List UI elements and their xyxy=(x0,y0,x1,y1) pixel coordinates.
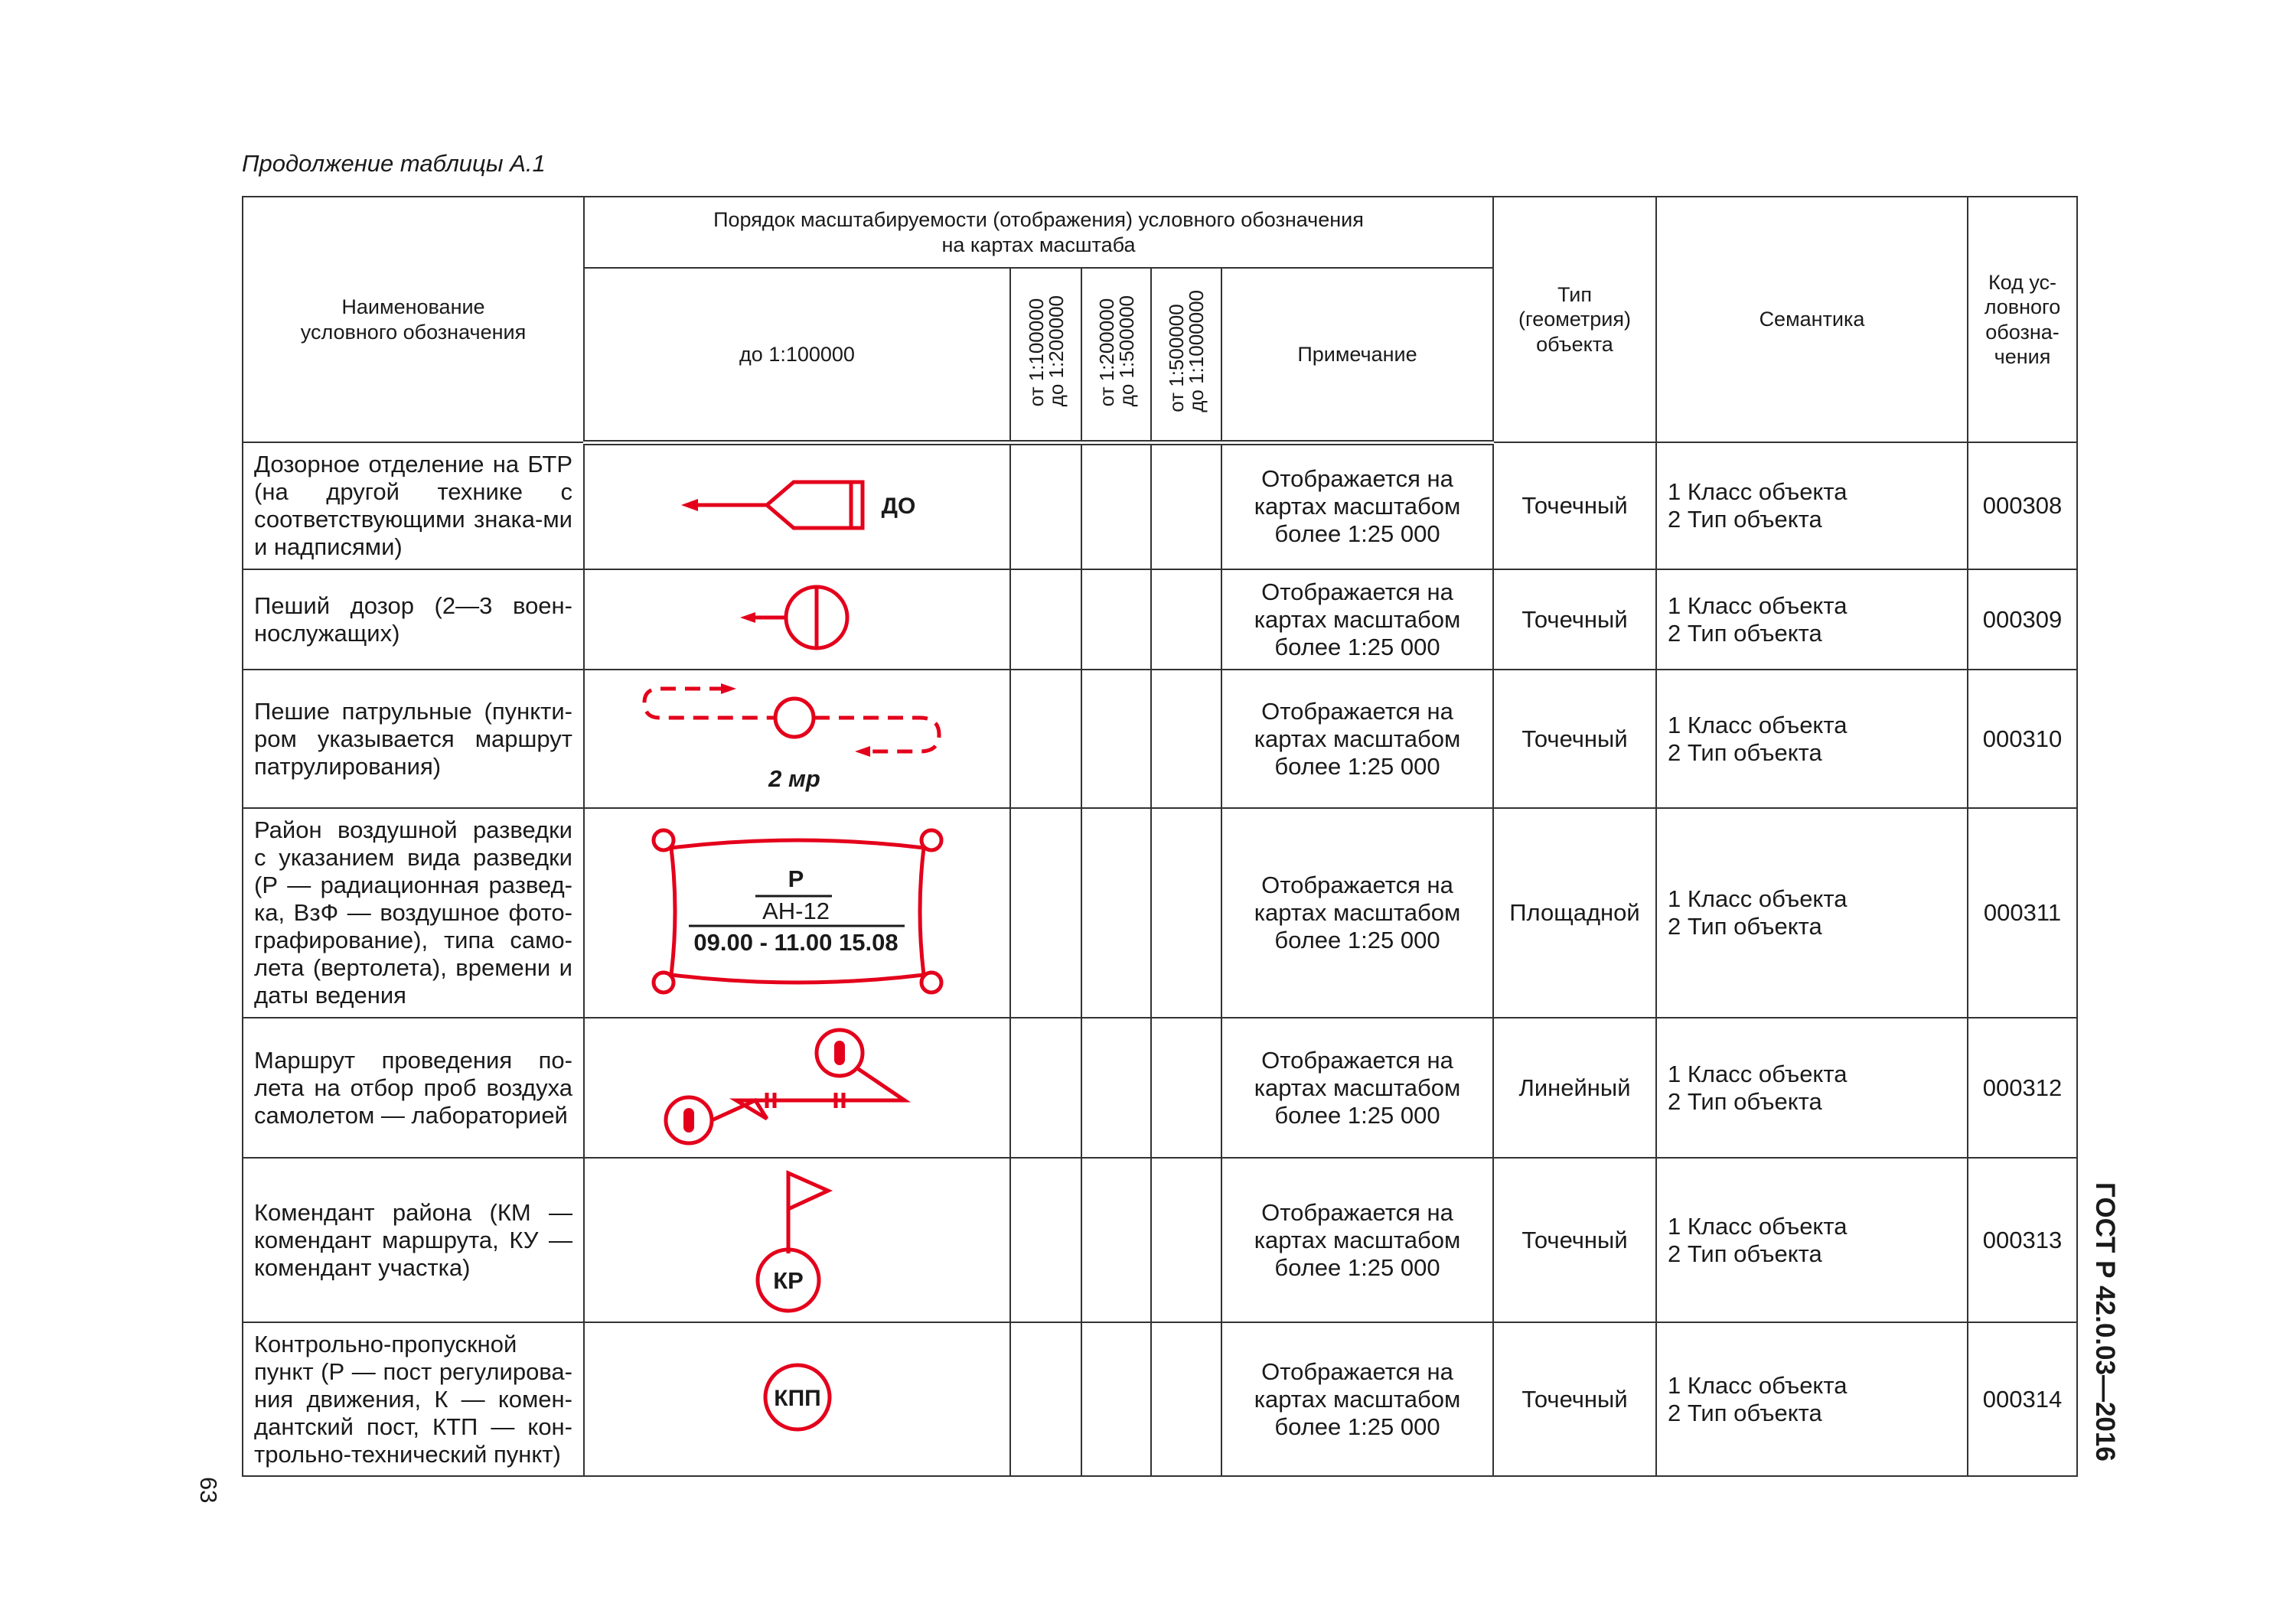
row-name: Дозорное отделение на БТР (на другой технике с соответствующими знака-ми и надписями) xyxy=(243,442,584,569)
row-semantics: 1 Класс объекта 2 Тип объекта xyxy=(1656,1322,1968,1476)
symbol-foot-patrols-route xyxy=(584,670,1010,808)
row-note: Отображается на картах масштабом более 1:25 000 xyxy=(1221,1158,1493,1322)
row-code: 000312 xyxy=(1968,1018,2077,1158)
row-name: Контрольно-пропускной пункт (Р — пост регулирова-ния движения, К — комен-дантский пост, КТП — кон-трольно-технический пункт) xyxy=(243,1322,584,1476)
table-row xyxy=(243,670,2077,808)
row-name: Район воздушной разведки с указанием вида разведки (Р — радиационная развед-ка, ВзФ — воздушное фото-графирование), типа само-лета (вертолета), времени и даты ведения xyxy=(243,808,584,1018)
row-type: Точечный xyxy=(1493,1158,1656,1322)
row-type: Точечный xyxy=(1493,442,1656,569)
header-scaling: Порядок масштабируемости (отображения) условного обозначения на картах масштаба xyxy=(584,197,1493,268)
page-number: 63 xyxy=(195,1477,222,1504)
row-code: 000310 xyxy=(1968,670,2077,808)
row-type: Площадной xyxy=(1493,808,1656,1018)
table-row xyxy=(243,1322,2077,1476)
header-semantics: Семантика xyxy=(1656,197,1968,442)
row-code: 000313 xyxy=(1968,1158,2077,1322)
row-type: Линейный xyxy=(1493,1018,1656,1158)
symbol-foot-patrol xyxy=(584,569,1010,670)
symbol-text-do: ДО xyxy=(881,493,915,519)
row-note: Отображается на картах масштабом более 1:25 000 xyxy=(1221,808,1493,1018)
row-note: Отображается на картах масштабом более 1:25 000 xyxy=(1221,569,1493,670)
header-scale-2: от 1:100000 до 1:200000 xyxy=(1024,295,1068,407)
symbol-text-plane: АН-12 xyxy=(762,897,830,924)
row-note: Отображается на картах масштабом более 1:25 000 xyxy=(1221,1018,1493,1158)
symbols-table xyxy=(242,196,2078,1477)
symbol-text-route: 2 мр xyxy=(768,765,820,792)
row-name: Пешие патрульные (пункти-ром указывается маршрут патрулирования) xyxy=(243,670,584,808)
row-semantics: 1 Класс объекта 2 Тип объекта xyxy=(1656,670,1968,808)
symbol-area-commandant xyxy=(584,1158,1010,1322)
table-row xyxy=(243,808,2077,1018)
document-standard-title: ГОСТ Р 42.0.03—2016 xyxy=(2090,1182,2120,1462)
table-row xyxy=(243,569,2077,670)
row-code: 000311 xyxy=(1968,808,2077,1018)
symbol-air-sampling-route xyxy=(584,1018,1010,1158)
symbol-text-kpp: КПП xyxy=(773,1386,821,1411)
header-type: Тип (геометрия) объекта xyxy=(1493,197,1656,442)
row-name: Маршрут проведения по-лета на отбор проб воздуха самолетом — лабораторией xyxy=(243,1018,584,1158)
symbol-checkpoint xyxy=(584,1322,1010,1476)
row-semantics: 1 Класс объекта 2 Тип объекта xyxy=(1656,808,1968,1018)
row-type: Точечный xyxy=(1493,670,1656,808)
row-code: 000308 xyxy=(1968,442,2077,569)
table-row xyxy=(243,1018,2077,1158)
row-type: Точечный xyxy=(1493,569,1656,670)
header-note: Примечание xyxy=(1221,268,1493,442)
row-type: Точечный xyxy=(1493,1322,1656,1476)
row-code: 000309 xyxy=(1968,569,2077,670)
header-code: Код ус- ловного обозна- чения xyxy=(1968,197,2077,442)
header-scale-4: от 1:500000 до 1:1000000 xyxy=(1165,290,1208,412)
row-note: Отображается на картах масштабом более 1:25 000 xyxy=(1221,670,1493,808)
row-semantics: 1 Класс объекта 2 Тип объекта xyxy=(1656,1018,1968,1158)
row-name: Комендант района (КМ — комендант маршрута, КУ — комендант участка) xyxy=(243,1158,584,1322)
table-row xyxy=(243,442,2077,569)
symbol-patrol-apc xyxy=(584,442,1010,569)
row-semantics: 1 Класс объекта 2 Тип объекта xyxy=(1656,569,1968,670)
header-scale-1: до 1:100000 xyxy=(584,268,1010,442)
row-name: Пеший дозор (2—3 воен-нослужащих) xyxy=(243,569,584,670)
symbol-air-recon-area xyxy=(584,808,1010,1018)
row-semantics: 1 Класс объекта 2 Тип объекта xyxy=(1656,1158,1968,1322)
symbol-text-kr: КР xyxy=(772,1267,804,1294)
symbol-text-kind: Р xyxy=(788,865,804,892)
row-semantics: 1 Класс объекта 2 Тип объекта xyxy=(1656,442,1968,569)
row-note: Отображается на картах масштабом более 1:25 000 xyxy=(1221,442,1493,569)
table-caption: Продолжение таблицы А.1 xyxy=(242,150,546,177)
symbol-text-time: 09.00 - 11.00 15.08 xyxy=(693,928,899,956)
table-row xyxy=(243,1158,2077,1322)
header-name: Наименование условного обозначения xyxy=(243,197,584,442)
row-note: Отображается на картах масштабом более 1:25 000 xyxy=(1221,1322,1493,1476)
header-scale-3: от 1:200000 до 1:500000 xyxy=(1094,295,1138,407)
row-code: 000314 xyxy=(1968,1322,2077,1476)
